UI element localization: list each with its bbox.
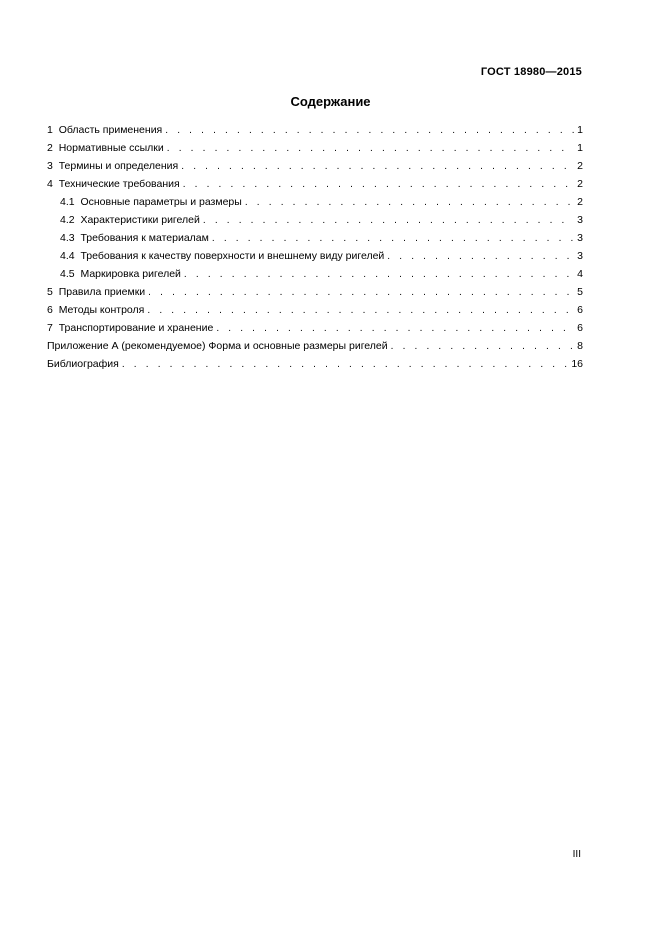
toc-entry[interactable] bbox=[47, 247, 583, 265]
toc-entry-text: Область применения bbox=[58, 124, 163, 136]
toc-entry[interactable] bbox=[47, 355, 583, 373]
toc-entry-text: Технические требования bbox=[58, 178, 180, 190]
toc-entry-label bbox=[47, 319, 213, 337]
toc-entry-label bbox=[47, 283, 145, 301]
toc-entry-text: Транспортирование и хранение bbox=[58, 322, 214, 334]
toc-title: Содержание bbox=[290, 94, 371, 109]
toc-entry-number: 4 bbox=[47, 178, 53, 190]
toc-entry-text: Основные параметры и размеры bbox=[80, 196, 242, 208]
toc-dot-leader bbox=[122, 356, 568, 374]
toc-entry-label bbox=[47, 175, 180, 193]
table-of-contents bbox=[47, 121, 583, 373]
toc-entry-number: 7 bbox=[47, 322, 53, 334]
toc-entry-number: 1 bbox=[47, 124, 53, 136]
toc-entry[interactable] bbox=[47, 337, 583, 355]
toc-dot-leader bbox=[387, 248, 574, 266]
toc-entry-label bbox=[47, 157, 178, 175]
document-code: ГОСТ 18980—2015 bbox=[480, 66, 582, 78]
toc-entry-label bbox=[47, 139, 164, 157]
toc-entry[interactable] bbox=[47, 211, 583, 229]
toc-dot-leader bbox=[184, 266, 574, 284]
toc-entry-page: 2 bbox=[577, 196, 583, 208]
toc-entry-text: Характеристики ригелей bbox=[80, 214, 200, 226]
toc-dot-leader bbox=[167, 140, 574, 158]
toc-entry-label bbox=[47, 121, 162, 139]
toc-dot-leader bbox=[183, 176, 574, 194]
toc-dot-leader bbox=[181, 158, 574, 176]
toc-entry-number: 6 bbox=[47, 304, 53, 316]
toc-entry-number: 4.2 bbox=[60, 214, 75, 226]
toc-entry[interactable] bbox=[47, 157, 583, 175]
toc-entry[interactable] bbox=[47, 229, 583, 247]
toc-entry[interactable] bbox=[47, 139, 583, 157]
toc-entry-label bbox=[60, 265, 181, 283]
toc-entry-page: 1 bbox=[577, 124, 583, 136]
toc-entry-label bbox=[60, 193, 242, 211]
toc-entry-text: Методы контроля bbox=[58, 304, 145, 316]
toc-dot-leader bbox=[165, 122, 574, 140]
toc-entry-page: 6 bbox=[577, 304, 583, 316]
toc-entry[interactable] bbox=[47, 319, 583, 337]
toc-entry-label bbox=[60, 229, 209, 247]
toc-entry-page: 16 bbox=[571, 358, 583, 370]
toc-entry[interactable] bbox=[47, 121, 583, 139]
toc-entry-text: Требования к материалам bbox=[80, 232, 209, 244]
toc-entry[interactable] bbox=[47, 175, 583, 193]
toc-entry[interactable] bbox=[47, 265, 583, 283]
toc-entry-page: 2 bbox=[577, 178, 583, 190]
toc-dot-leader bbox=[391, 338, 574, 356]
toc-entry-text: Нормативные ссылки bbox=[58, 142, 164, 154]
toc-entry-page: 3 bbox=[577, 232, 583, 244]
toc-dot-leader bbox=[212, 230, 574, 248]
toc-entry[interactable] bbox=[47, 301, 583, 319]
page-number: III bbox=[572, 849, 581, 860]
toc-entry-page: 8 bbox=[577, 340, 583, 352]
toc-entry[interactable] bbox=[47, 283, 583, 301]
toc-entry-text: Термины и определения bbox=[58, 160, 179, 172]
toc-entry-number: 4.1 bbox=[60, 196, 75, 208]
toc-entry-text: Библиография bbox=[47, 358, 119, 370]
toc-entry-label bbox=[47, 301, 144, 319]
toc-entry-number: 5 bbox=[47, 286, 53, 298]
toc-entry-number: 3 bbox=[47, 160, 53, 172]
toc-entry-text: Требования к качеству поверхности и внешнему виду ригелей bbox=[80, 250, 385, 262]
toc-dot-leader bbox=[147, 302, 574, 320]
toc-entry-text: Маркировка ригелей bbox=[80, 268, 181, 280]
toc-entry-number: 4.4 bbox=[60, 250, 75, 262]
toc-entry-number: 4.5 bbox=[60, 268, 75, 280]
toc-entry-page: 2 bbox=[577, 160, 583, 172]
toc-entry-text: Приложение А (рекомендуемое) Форма и основные размеры ригелей bbox=[47, 340, 388, 352]
toc-entry-label bbox=[60, 247, 384, 265]
toc-entry-page: 1 bbox=[577, 142, 583, 154]
toc-entry-label bbox=[47, 337, 388, 355]
toc-dot-leader bbox=[245, 194, 574, 212]
toc-entry-label bbox=[60, 211, 200, 229]
toc-entry-page: 5 bbox=[577, 286, 583, 298]
toc-entry-page: 3 bbox=[577, 214, 583, 226]
toc-dot-leader bbox=[203, 212, 574, 230]
toc-entry-number: 2 bbox=[47, 142, 53, 154]
toc-entry-number: 4.3 bbox=[60, 232, 75, 244]
toc-entry-page: 3 bbox=[577, 250, 583, 262]
toc-dot-leader bbox=[148, 284, 574, 302]
toc-entry-page: 6 bbox=[577, 322, 583, 334]
toc-entry[interactable] bbox=[47, 193, 583, 211]
toc-entry-page: 4 bbox=[577, 268, 583, 280]
toc-entry-label bbox=[47, 355, 119, 373]
toc-dot-leader bbox=[216, 320, 574, 338]
toc-entry-text: Правила приемки bbox=[58, 286, 146, 298]
